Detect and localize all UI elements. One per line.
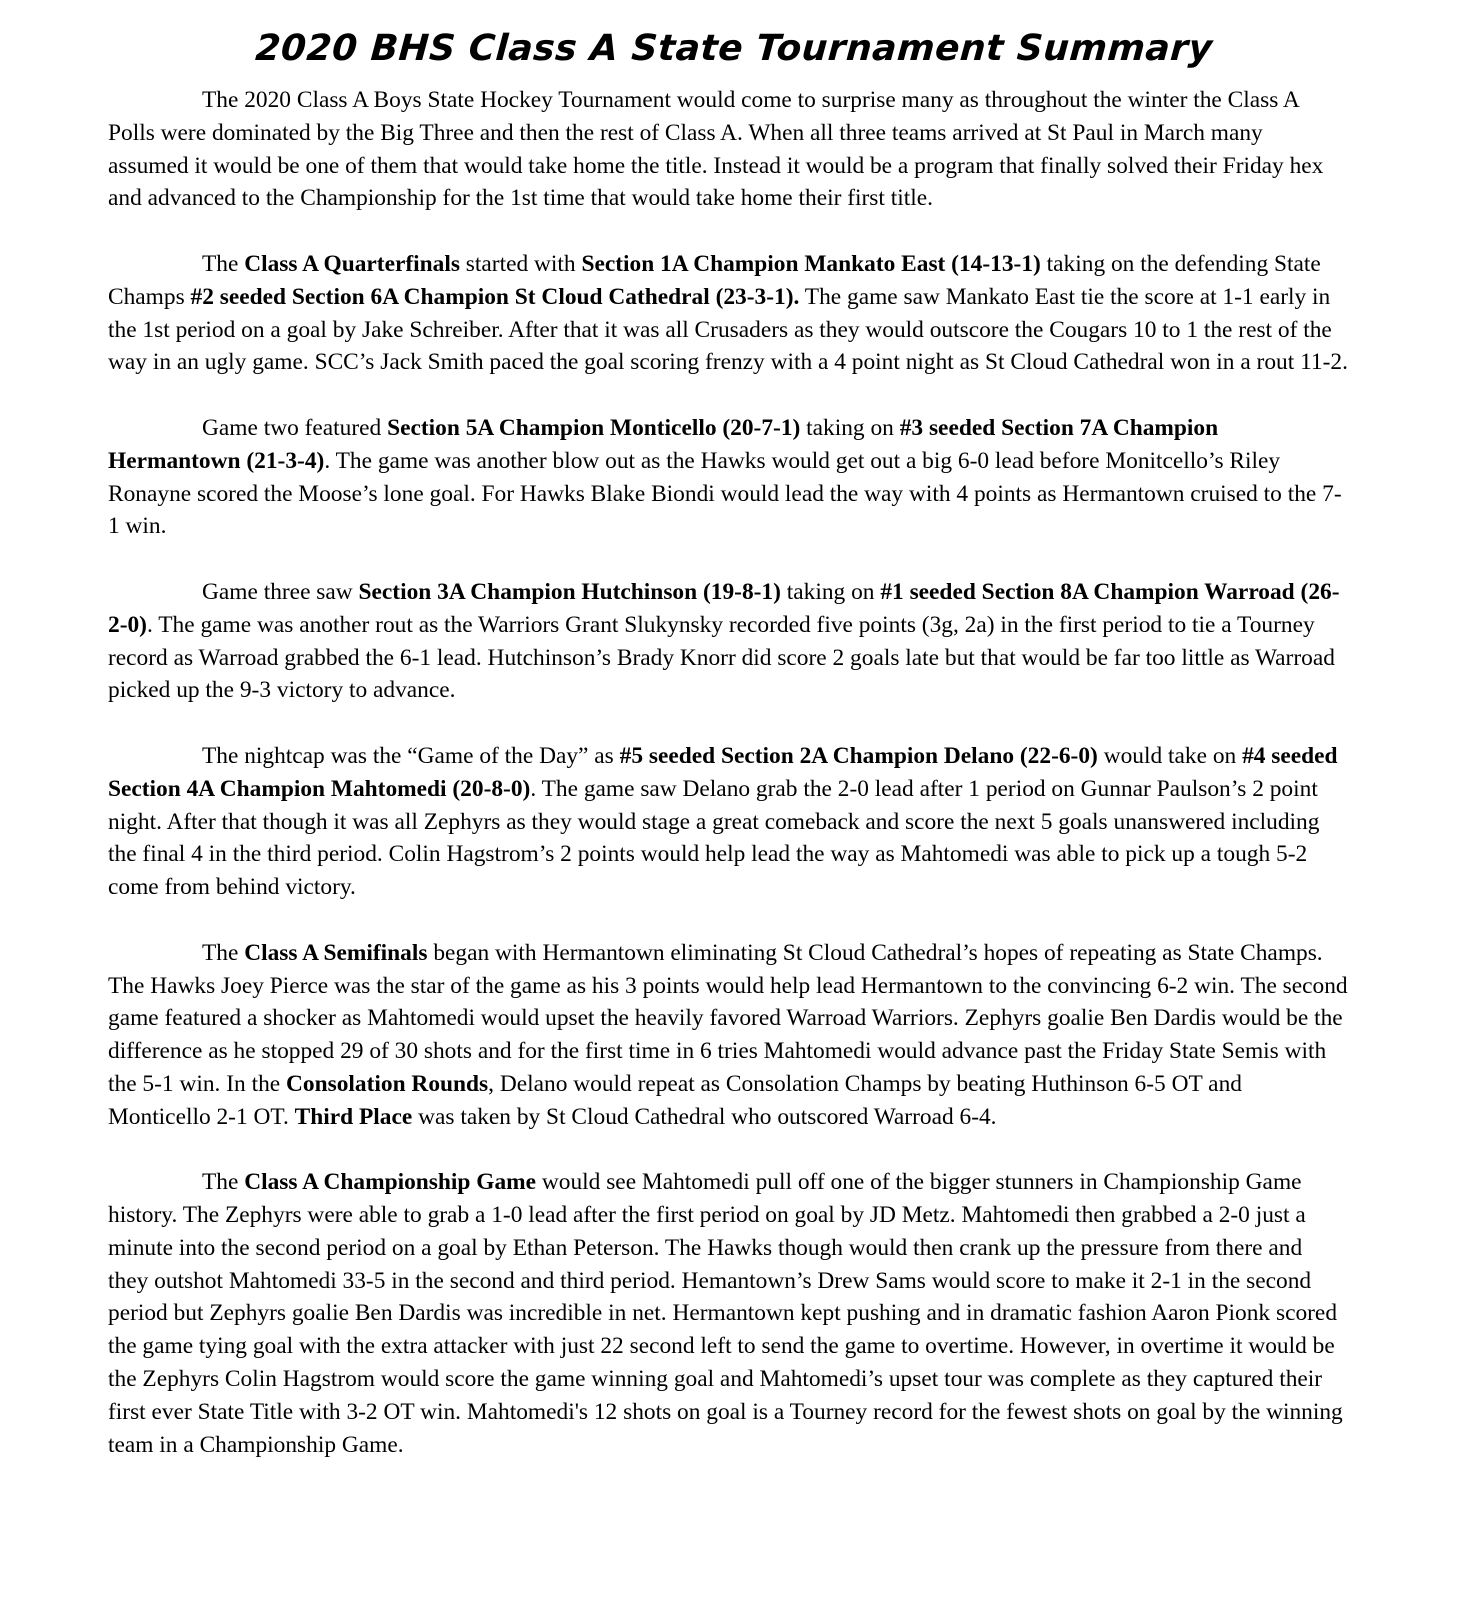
- paragraph: [108, 576, 1348, 707]
- bold-text: Section 1A Champion Mankato East (14-13-1): [581, 250, 1041, 277]
- paragraph: [108, 1166, 1348, 1461]
- text-run: started with: [459, 250, 582, 277]
- text-run: Game three saw: [202, 578, 359, 605]
- bold-text: Class A Semifinals: [244, 939, 428, 966]
- bold-text: #4 seeded Section 4A Champion Mahtomedi (20-8-0): [108, 742, 1338, 802]
- text-run: taking on: [800, 414, 900, 441]
- bold-text: #2 seeded Section 6A Champion St Cloud Cathedral (23-3-1).: [190, 283, 800, 310]
- text-run: The: [202, 1169, 245, 1196]
- text-run: taking on the defending State Champs: [108, 250, 1321, 310]
- bold-text: #1 seeded Section 8A Champion Warroad (26-2-0): [108, 578, 1340, 638]
- text-run: began with Hermantown eliminating St Cloud Cathedral’s hopes of repeating as State Champs. The Hawks Joey Pierce was the star of the game as his 3 points would help lead Hermantown to the convincing 6-2 win. The second game featured a shocker as Mahtomedi would upset the heavily favored Warroad Warriors. Zephyrs goalie Ben Dardis would be the difference as he stopped 29 of 30 shots and for the first time in 6 tries Mahtomedi would advance past the Friday State Semis with the 5-1 win. In the: [108, 939, 1348, 1097]
- text-run: , Delano would repeat as Consolation Champs by beating Huthinson 6-5 OT and Monticello 2-1 OT.: [108, 1070, 1242, 1130]
- text-run: The: [202, 939, 245, 966]
- text-run: The nightcap was the “Game of the Day” as: [202, 742, 620, 769]
- text-run: The 2020 Class A Boys State Hockey Tournament would come to surprise many as throughout the winter the Class A Polls were dominated by the Big Three and then the rest of Class A. When all three teams arrived at St Paul in March many assumed it would be one of them that would take home the title. Instead it would be a program that finally solved their Friday hex and advanced to the Championship for the 1st time that would take home their first title.: [108, 87, 1324, 212]
- paragraph: [108, 740, 1348, 904]
- paragraph: [108, 84, 1348, 215]
- text-run: would take on: [1097, 742, 1243, 769]
- bold-text: #5 seeded Section 2A Champion Delano (22-6-0): [619, 742, 1098, 769]
- text-run: . The game was another rout as the Warriors Grant Slukynsky recorded five points (3g, 2a) in the first period to tie a Tourney record as Warroad grabbed the 6-1 lead. Hutchinson’s Brady Knorr did score 2 goals late but that would be far too little as Warroad picked up the 9-3 victory to advance.: [108, 611, 1335, 704]
- text-run: would see Mahtomedi pull off one of the bigger stunners in Championship Game history. The Zephyrs were able to grab a 1-0 lead after the first period on goal by JD Metz. Mahtomedi then grabbed a 2-0 just a minute into the second period on a goal by Ethan Peterson. The Hawks though would then crank up the pressure from there and they outshot Mahtomedi 33-5 in the second and third period. Hemantown’s Drew Sams would score to make it 2-1 in the second period but Zephyrs goalie Ben Dardis was incredible in net. Hermantown kept pushing and in dramatic fashion Aaron Pionk scored the game tying goal with the extra attacker with just 22 second left to send the game to overtime. However, in overtime it would be the Zephyrs Colin Hagstrom would score the game winning goal and Mahtomedi’s upset tour was complete as they captured their first ever State Title with 3-2 OT win. Mahtomedi's 12 shots on goal is a Tourney record for the fewest shots on goal by the winning team in a Championship Game.: [108, 1169, 1343, 1458]
- text-run: The: [202, 250, 245, 277]
- text-run: . The game was another blow out as the Hawks would get out a big 6-0 lead before Monitcello’s Riley Ronayne scored the Moose’s lone goal. For Hawks Blake Biondi would lead the way with 4 points as Hermantown cruised to the 7-1 win.: [108, 447, 1342, 540]
- text-run: Game two featured: [202, 414, 388, 441]
- bold-text: Class A Quarterfinals: [244, 250, 460, 277]
- paragraph: [108, 412, 1348, 543]
- text-run: . The game saw Delano grab the 2-0 lead after 1 period on Gunnar Paulson’s 2 point night. After that though it was all Zephyrs as they would stage a great comeback and score the next 5 goals unanswered including the final 4 in the third period. Colin Hagstrom’s 2 points would help lead the way as Mahtomedi was able to pick up a tough 5-2 come from behind victory.: [108, 775, 1320, 901]
- paragraph: [108, 937, 1348, 1134]
- document-title: 2020 BHS Class A State Tournament Summary: [254, 28, 1214, 69]
- bold-text: Consolation Rounds: [286, 1070, 489, 1097]
- bold-text: #3 seeded Section 7A Champion Hermantown (21-3-4): [108, 414, 1219, 474]
- text-run: was taken by St Cloud Cathedral who outscored Warroad 6-4.: [412, 1103, 997, 1130]
- bold-text: Third Place: [294, 1103, 413, 1130]
- bold-text: Section 3A Champion Hutchinson (19-8-1): [358, 578, 781, 605]
- document-body: [108, 84, 1348, 1494]
- text-run: The game saw Mankato East tie the score at 1-1 early in the 1st period on a goal by Jake Schreiber. After that it was all Crusaders as they would outscore the Cougars 10 to 1 the rest of the way in an ugly game. SCC’s Jack Smith paced the goal scoring frenzy with a 4 point night as St Cloud Cathedral won in a rout 11-2.: [108, 283, 1348, 376]
- bold-text: Section 5A Champion Monticello (20-7-1): [387, 414, 801, 441]
- bold-text: Class A Championship Game: [244, 1169, 537, 1196]
- text-run: taking on: [780, 578, 881, 605]
- paragraph: [108, 248, 1348, 379]
